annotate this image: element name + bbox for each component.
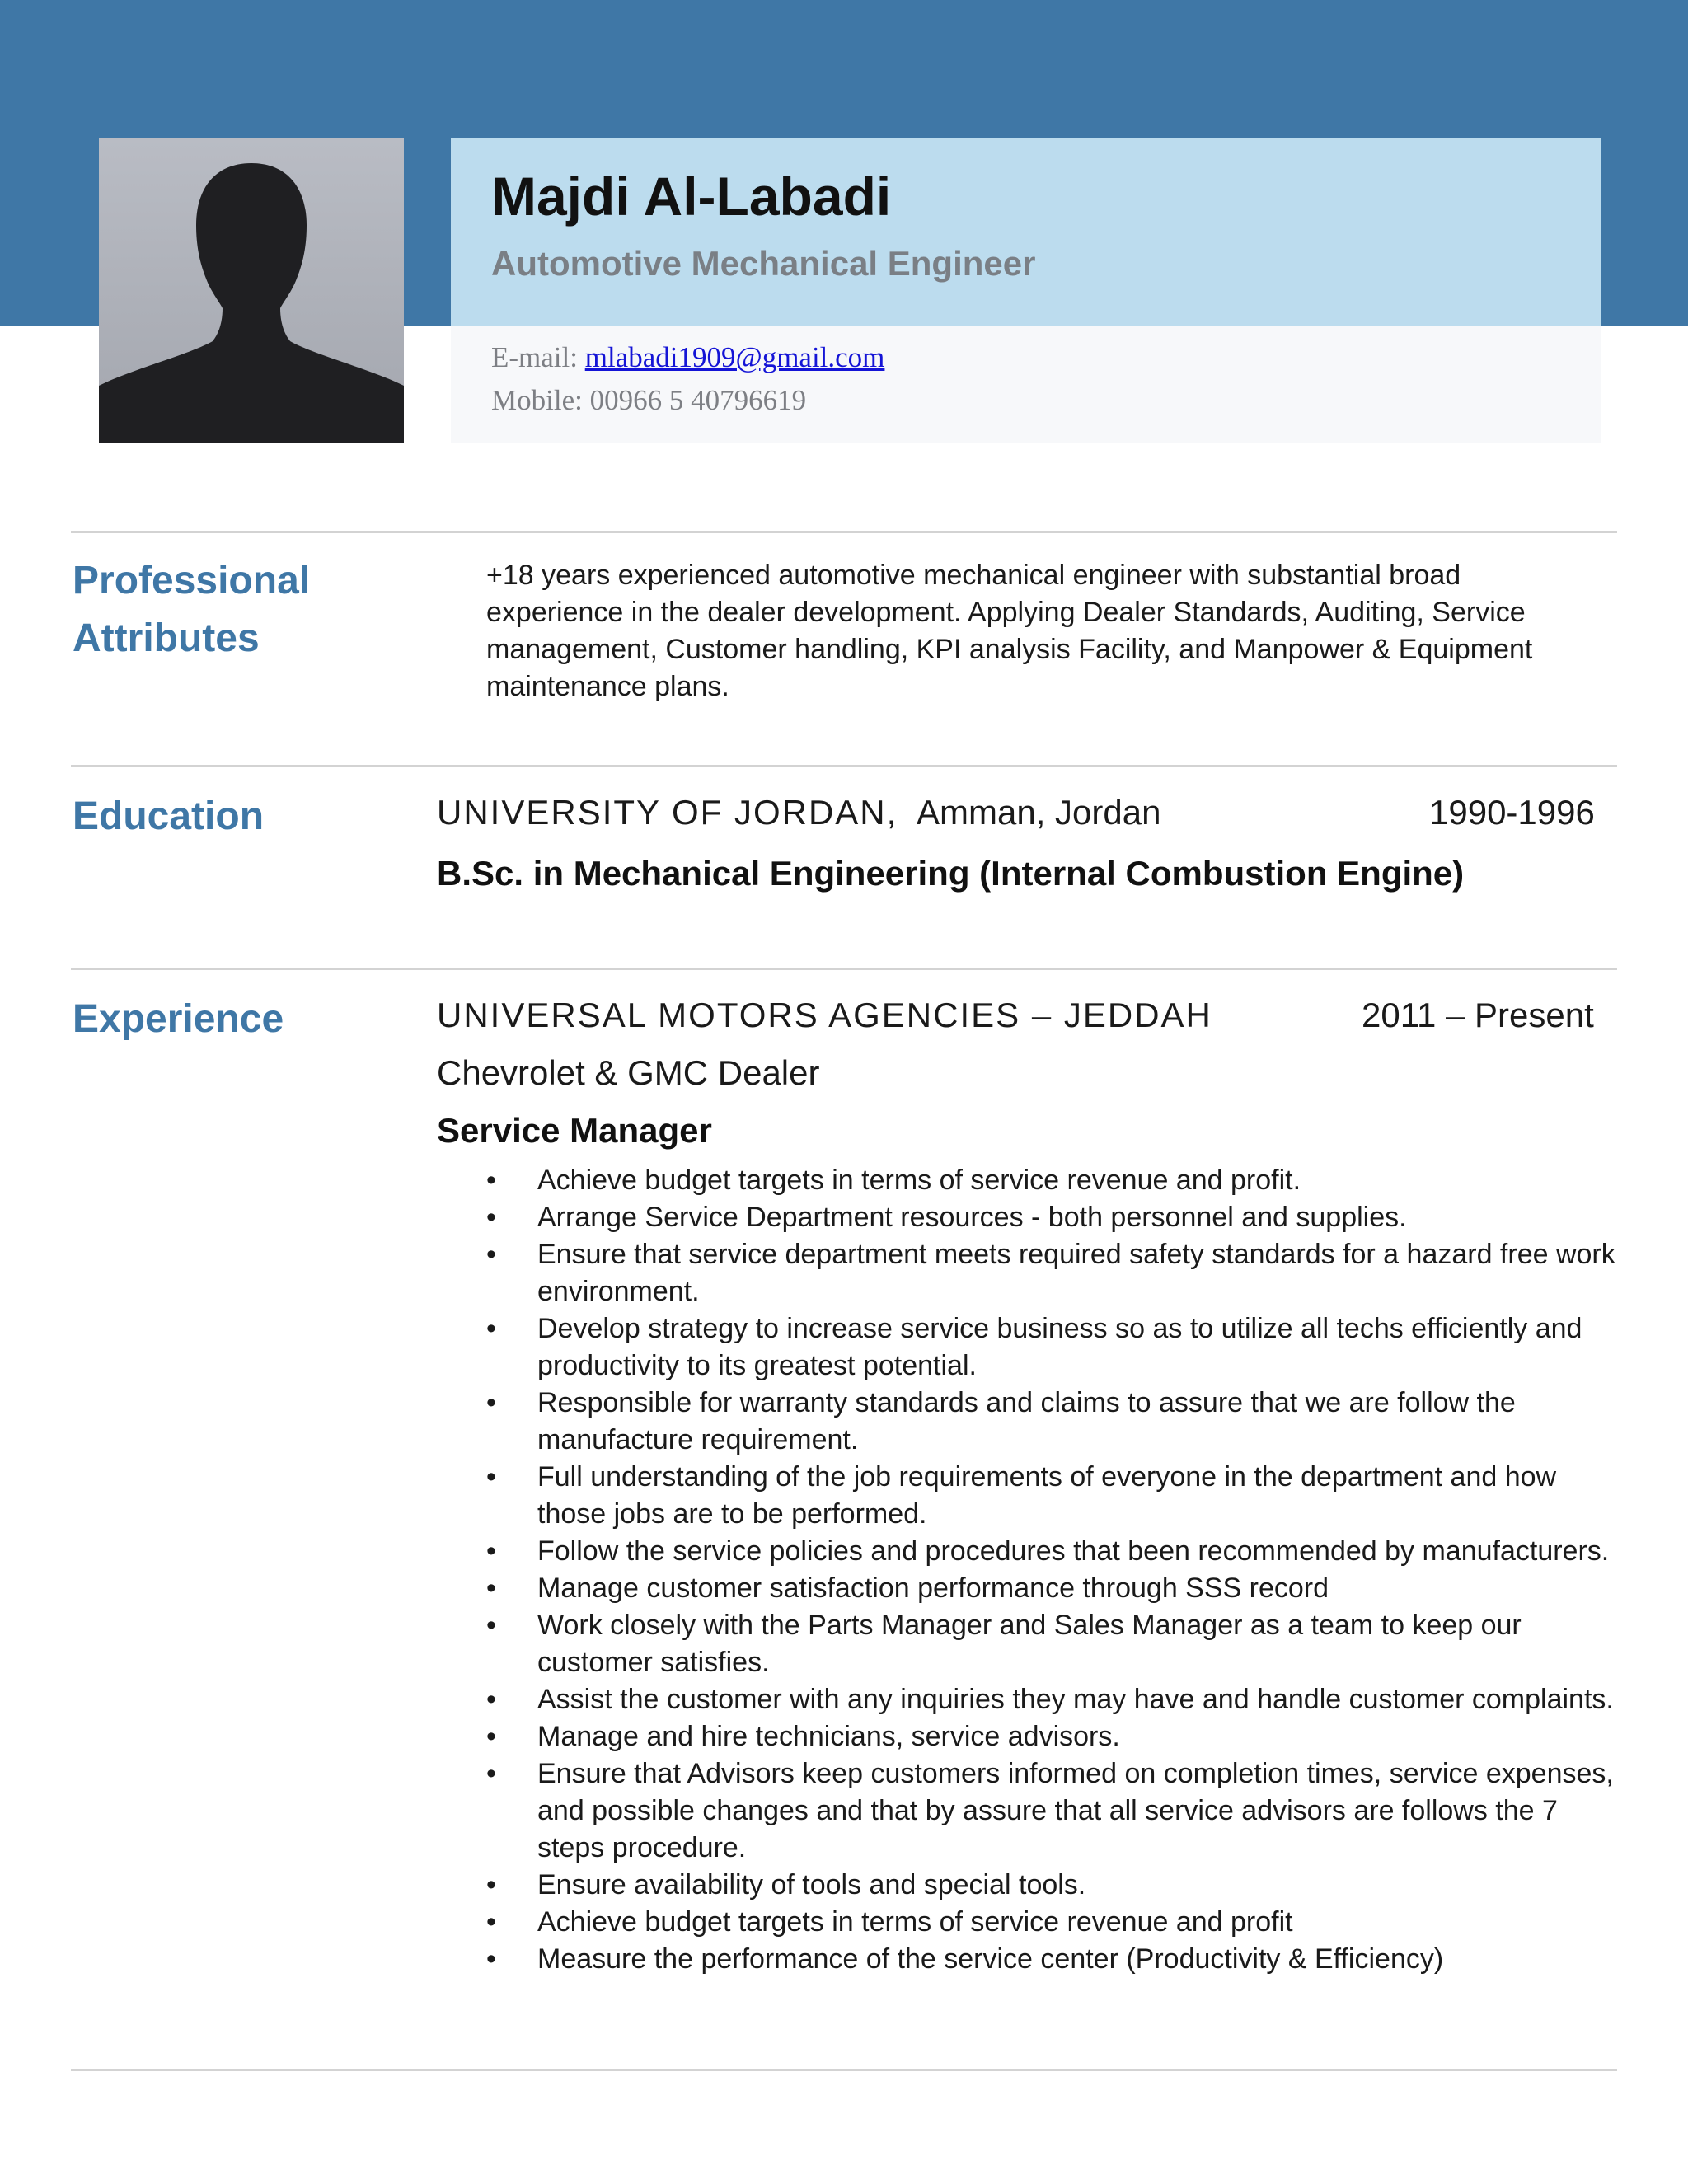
list-item: • Ensure that service department meets required safety standards for a hazard free work environment. bbox=[486, 1236, 1615, 1310]
candidate-title: Automotive Mechanical Engineer bbox=[491, 244, 1036, 283]
list-item: • Ensure that Advisors keep customers informed on completion times, service expenses, and possible changes and that by assure that all service advisors are follows the 7 steps procedure. bbox=[486, 1755, 1615, 1867]
profile-photo bbox=[99, 138, 404, 443]
section-label-education: Education bbox=[73, 794, 265, 838]
section-divider bbox=[71, 968, 1617, 970]
list-item: • Assist the customer with any inquiries they may have and handle customer complaints. bbox=[486, 1681, 1615, 1718]
list-item: • Responsible for warranty standards and claims to assure that we are follow the manufacture requirement. bbox=[486, 1385, 1615, 1459]
education-degree: B.Sc. in Mechanical Engineering (Internal Combustion Engine) bbox=[437, 854, 1465, 893]
candidate-name: Majdi Al-Labadi bbox=[491, 166, 892, 227]
professional-summary: +18 years experienced automotive mechanical engineer with substantial broad experience in the dealer development. Applying Dealer Standards, Auditing, Service management, Customer handling, KPI analysis Facility, and Manpower & Equipment maintenance plans. bbox=[486, 560, 1533, 702]
list-item: • Follow the service policies and procedures that been recommended by manufacturers. bbox=[486, 1533, 1615, 1570]
list-item: • Full understanding of the job requirements of everyone in the department and how those jobs are to be performed. bbox=[486, 1459, 1615, 1533]
email-link[interactable]: mlabadi1909@gmail.com bbox=[584, 341, 885, 373]
list-item: • Measure the performance of the service center (Productivity & Efficiency) bbox=[486, 1941, 1615, 1978]
education-location: Amman, Jordan bbox=[917, 793, 1161, 832]
list-item: • Achieve budget targets in terms of service revenue and profit bbox=[486, 1904, 1615, 1941]
experience-role: Service Manager bbox=[437, 1111, 712, 1150]
list-item: • Manage and hire technicians, service advisors. bbox=[486, 1718, 1615, 1755]
email-label: E-mail: bbox=[491, 341, 578, 373]
section-divider bbox=[71, 531, 1617, 533]
education-years: 1990-1996 bbox=[1429, 793, 1595, 832]
section-divider bbox=[71, 2069, 1617, 2071]
section-label-professional bbox=[73, 557, 310, 662]
list-item: • Ensure availability of tools and special tools. bbox=[486, 1867, 1615, 1904]
section-label-line: Professional bbox=[73, 559, 311, 602]
experience-period: 2011 – Present bbox=[1362, 996, 1594, 1034]
list-item: • Manage customer satisfaction performance through SSS record bbox=[486, 1570, 1615, 1607]
experience-company: UNIVERSAL MOTORS AGENCIES – JEDDAH bbox=[437, 996, 1212, 1034]
section-divider bbox=[71, 765, 1617, 767]
section-label-experience: Experience bbox=[73, 997, 284, 1041]
responsibilities-list bbox=[486, 1162, 1615, 1978]
list-item: • Achieve budget targets in terms of service revenue and profit. bbox=[486, 1162, 1615, 1199]
mobile-line: Mobile: 00966 5 40796619 bbox=[491, 384, 807, 416]
education-institution: UNIVERSITY OF JORDAN, bbox=[437, 793, 898, 832]
email-line bbox=[491, 341, 884, 374]
person-silhouette-icon bbox=[99, 138, 404, 443]
section-label-line: Attributes bbox=[73, 616, 260, 660]
list-item: • Arrange Service Department resources - both personnel and supplies. bbox=[486, 1199, 1615, 1236]
experience-dealer: Chevrolet & GMC Dealer bbox=[437, 1053, 820, 1092]
list-item: • Work closely with the Parts Manager and Sales Manager as a team to keep our customer satisfies. bbox=[486, 1607, 1615, 1681]
list-item: • Develop strategy to increase service business so as to utilize all techs efficiently and productivity to its greatest potential. bbox=[486, 1310, 1615, 1385]
